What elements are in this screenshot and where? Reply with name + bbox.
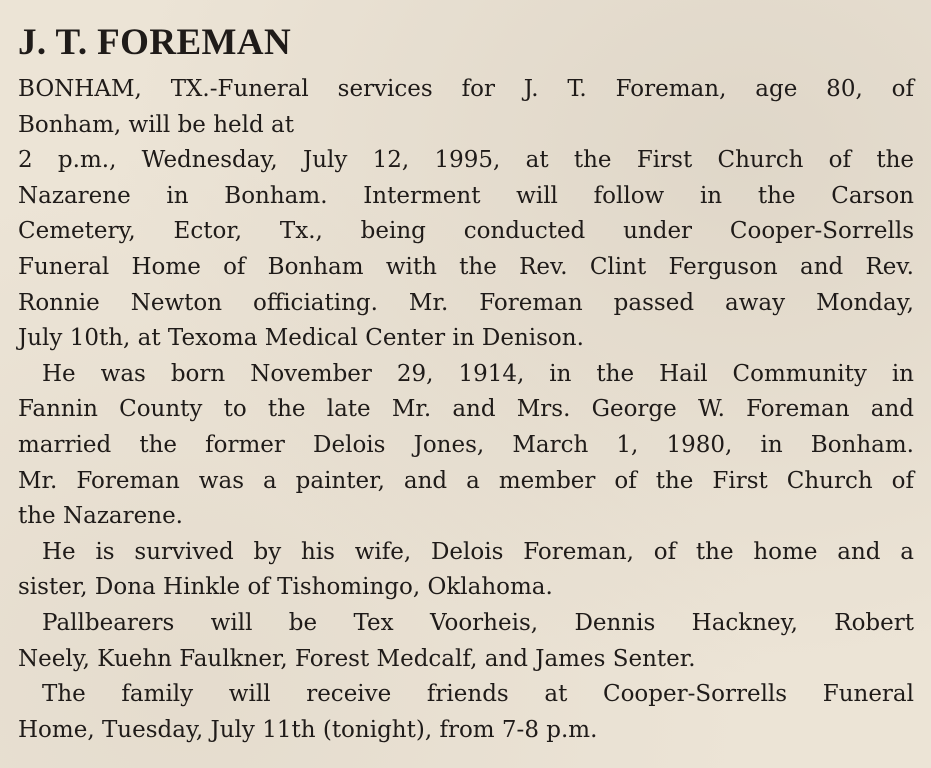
text-line: Home, Tuesday, July 11th (tonight), from 7-8 p.m. (18, 716, 598, 743)
text-line: 2 p.m., Wednesday, July 12, 1995, at the First Church of the (18, 147, 914, 174)
text-line: Cemetery, Ector, Tx., being conducted under Cooper-Sorrells (18, 218, 914, 245)
text-line: married the former Delois Jones, March 1, 1980, in Bonham. (18, 431, 914, 458)
obituary-paragraph-survivors (18, 535, 914, 606)
text-line: Bonham, will be held at (18, 111, 294, 138)
obituary-clipping (18, 14, 914, 748)
text-line: Pallbearers will be Tex Voorheis, Dennis Hackney, Robert (42, 609, 914, 636)
obituary-paragraph-biography (18, 357, 914, 535)
text-line: Mr. Foreman was a painter, and a member of the First Church of (18, 467, 914, 494)
text-line: the Nazarene. (18, 503, 183, 530)
text-line: Funeral Home of Bonham with the Rev. Clint Ferguson and Rev. (18, 253, 914, 280)
text-line: sister, Dona Hinkle of Tishomingo, Oklahoma. (18, 574, 553, 601)
text-line: He was born November 29, 1914, in the Hail Community in (42, 360, 914, 387)
text-line: Nazarene in Bonham. Interment will follow in the Carson (18, 182, 914, 209)
text-line: Ronnie Newton officiating. Mr. Foreman passed away Monday, (18, 289, 914, 316)
obituary-paragraph-pallbearers (18, 606, 914, 677)
text-line: The family will receive friends at Cooper-Sorrells Funeral (42, 681, 914, 708)
text-line: Fannin County to the late Mr. and Mrs. George W. Foreman and (18, 396, 914, 423)
text-line: Neely, Kuehn Faulkner, Forest Medcalf, and James Senter. (18, 645, 696, 672)
obituary-paragraph-visitation (18, 677, 914, 748)
text-line: He is survived by his wife, Delois Foreman, of the home and a (42, 538, 914, 565)
obituary-headline: J. T. FOREMAN (18, 22, 292, 63)
text-line: July 10th, at Texoma Medical Center in Denison. (18, 325, 584, 352)
obituary-paragraph-services (18, 72, 914, 357)
text-line: BONHAM, TX.-Funeral services for J. T. Foreman, age 80, of (18, 76, 914, 102)
